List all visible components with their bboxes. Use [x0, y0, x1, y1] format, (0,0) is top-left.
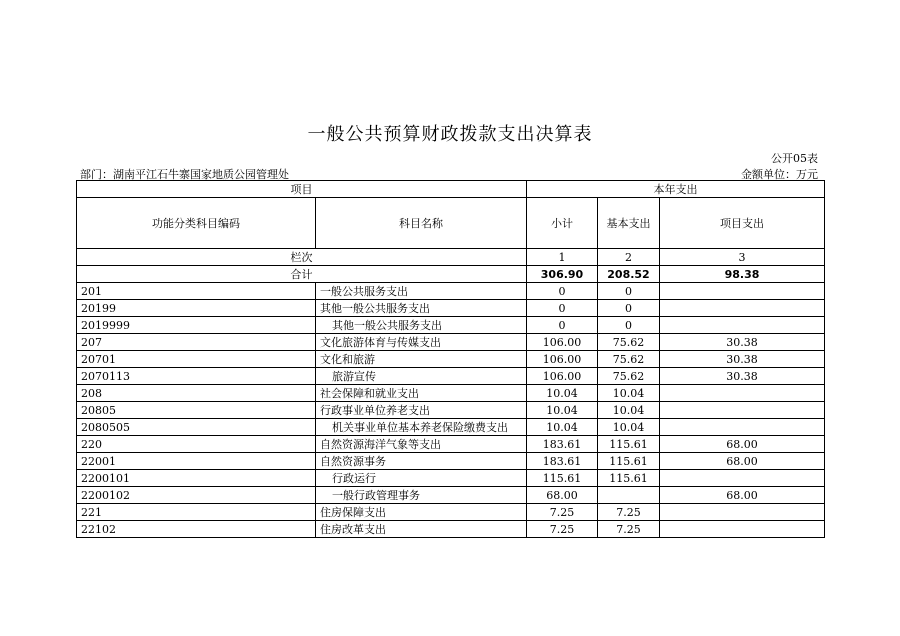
row-subtotal: 183.61 [527, 453, 598, 470]
row-subtotal: 68.00 [527, 487, 598, 504]
row-subtotal: 183.61 [527, 436, 598, 453]
header-project: 项目 [77, 181, 527, 198]
row-name: 旅游宣传 [316, 368, 527, 385]
row-name: 行政事业单位养老支出 [316, 402, 527, 419]
row-basic: 0 [598, 283, 660, 300]
row-code: 201 [77, 283, 316, 300]
table-row [77, 402, 825, 419]
row-code: 2200101 [77, 470, 316, 487]
row-subtotal: 10.04 [527, 419, 598, 436]
form-number: 公开05表 [771, 152, 818, 165]
column-number-2: 2 [598, 249, 660, 266]
row-project [660, 385, 825, 402]
row-name: 自然资源海洋气象等支出 [316, 436, 527, 453]
row-name: 文化旅游体育与传媒支出 [316, 334, 527, 351]
table-row [77, 487, 825, 504]
row-subtotal: 7.25 [527, 504, 598, 521]
row-code: 2080505 [77, 419, 316, 436]
row-project [660, 419, 825, 436]
department-label: 部门：湖南平江石牛寨国家地质公园管理处 [80, 168, 289, 181]
row-code: 2019999 [77, 317, 316, 334]
row-code: 207 [77, 334, 316, 351]
total-label: 合计 [77, 266, 527, 283]
row-code: 22001 [77, 453, 316, 470]
row-code: 208 [77, 385, 316, 402]
row-subtotal: 10.04 [527, 402, 598, 419]
row-project [660, 504, 825, 521]
row-code: 20805 [77, 402, 316, 419]
row-project [660, 521, 825, 538]
table-row [77, 419, 825, 436]
row-subtotal: 115.61 [527, 470, 598, 487]
header-code: 功能分类科目编码 [77, 198, 316, 249]
table-row [77, 351, 825, 368]
row-code: 2200102 [77, 487, 316, 504]
row-basic: 75.62 [598, 351, 660, 368]
row-subtotal: 10.04 [527, 385, 598, 402]
row-basic: 10.04 [598, 385, 660, 402]
row-name: 行政运行 [316, 470, 527, 487]
header-basic: 基本支出 [598, 198, 660, 249]
table-row [77, 521, 825, 538]
row-basic: 75.62 [598, 334, 660, 351]
row-name: 社会保障和就业支出 [316, 385, 527, 402]
total-subtotal: 306.90 [527, 266, 598, 283]
row-project: 30.38 [660, 368, 825, 385]
table-row [77, 300, 825, 317]
row-project: 30.38 [660, 351, 825, 368]
row-basic: 7.25 [598, 504, 660, 521]
row-basic: 115.61 [598, 436, 660, 453]
total-basic: 208.52 [598, 266, 660, 283]
row-name: 机关事业单位基本养老保险缴费支出 [316, 419, 527, 436]
row-code: 220 [77, 436, 316, 453]
row-basic: 10.04 [598, 419, 660, 436]
table-row [77, 385, 825, 402]
table-row [77, 436, 825, 453]
row-name: 文化和旅游 [316, 351, 527, 368]
row-basic: 115.61 [598, 453, 660, 470]
table-row [77, 334, 825, 351]
row-code: 20199 [77, 300, 316, 317]
row-name: 自然资源事务 [316, 453, 527, 470]
column-number-3: 3 [660, 249, 825, 266]
total-project: 98.38 [660, 266, 825, 283]
row-subtotal: 106.00 [527, 368, 598, 385]
row-subtotal: 0 [527, 283, 598, 300]
amount-unit: 金额单位：万元 [741, 168, 818, 181]
row-code: 221 [77, 504, 316, 521]
row-basic: 0 [598, 300, 660, 317]
row-subtotal: 106.00 [527, 351, 598, 368]
row-basic: 115.61 [598, 470, 660, 487]
header-row-columns [77, 198, 825, 249]
row-project: 68.00 [660, 487, 825, 504]
row-name: 住房保障支出 [316, 504, 527, 521]
column-number-1: 1 [527, 249, 598, 266]
table-row [77, 317, 825, 334]
row-subtotal: 106.00 [527, 334, 598, 351]
row-basic: 75.62 [598, 368, 660, 385]
row-name: 一般行政管理事务 [316, 487, 527, 504]
row-basic: 0 [598, 317, 660, 334]
row-project [660, 402, 825, 419]
header-project-expense: 项目支出 [660, 198, 825, 249]
row-basic: 7.25 [598, 521, 660, 538]
header-name: 科目名称 [316, 198, 527, 249]
total-row [77, 266, 825, 283]
row-code: 22102 [77, 521, 316, 538]
row-project [660, 317, 825, 334]
report-title: 一般公共预算财政拨款支出决算表 [307, 124, 593, 145]
row-subtotal: 0 [527, 317, 598, 334]
header-row-top [77, 181, 825, 198]
header-current-year: 本年支出 [527, 181, 825, 198]
table-row [77, 453, 825, 470]
row-code: 20701 [77, 351, 316, 368]
row-project: 68.00 [660, 453, 825, 470]
table-row [77, 504, 825, 521]
column-number-row [77, 249, 825, 266]
row-project [660, 300, 825, 317]
row-project: 68.00 [660, 436, 825, 453]
row-name: 住房改革支出 [316, 521, 527, 538]
row-basic: 10.04 [598, 402, 660, 419]
row-name: 一般公共服务支出 [316, 283, 527, 300]
expenditure-table [76, 180, 825, 538]
header-subtotal: 小计 [527, 198, 598, 249]
row-project: 30.38 [660, 334, 825, 351]
table-row [77, 470, 825, 487]
table-row [77, 368, 825, 385]
row-basic [598, 487, 660, 504]
table-row [77, 283, 825, 300]
row-name: 其他一般公共服务支出 [316, 300, 527, 317]
row-subtotal: 0 [527, 300, 598, 317]
column-number-label: 栏次 [77, 249, 527, 266]
row-code: 2070113 [77, 368, 316, 385]
row-subtotal: 7.25 [527, 521, 598, 538]
row-project [660, 470, 825, 487]
row-project [660, 283, 825, 300]
row-name: 其他一般公共服务支出 [316, 317, 527, 334]
